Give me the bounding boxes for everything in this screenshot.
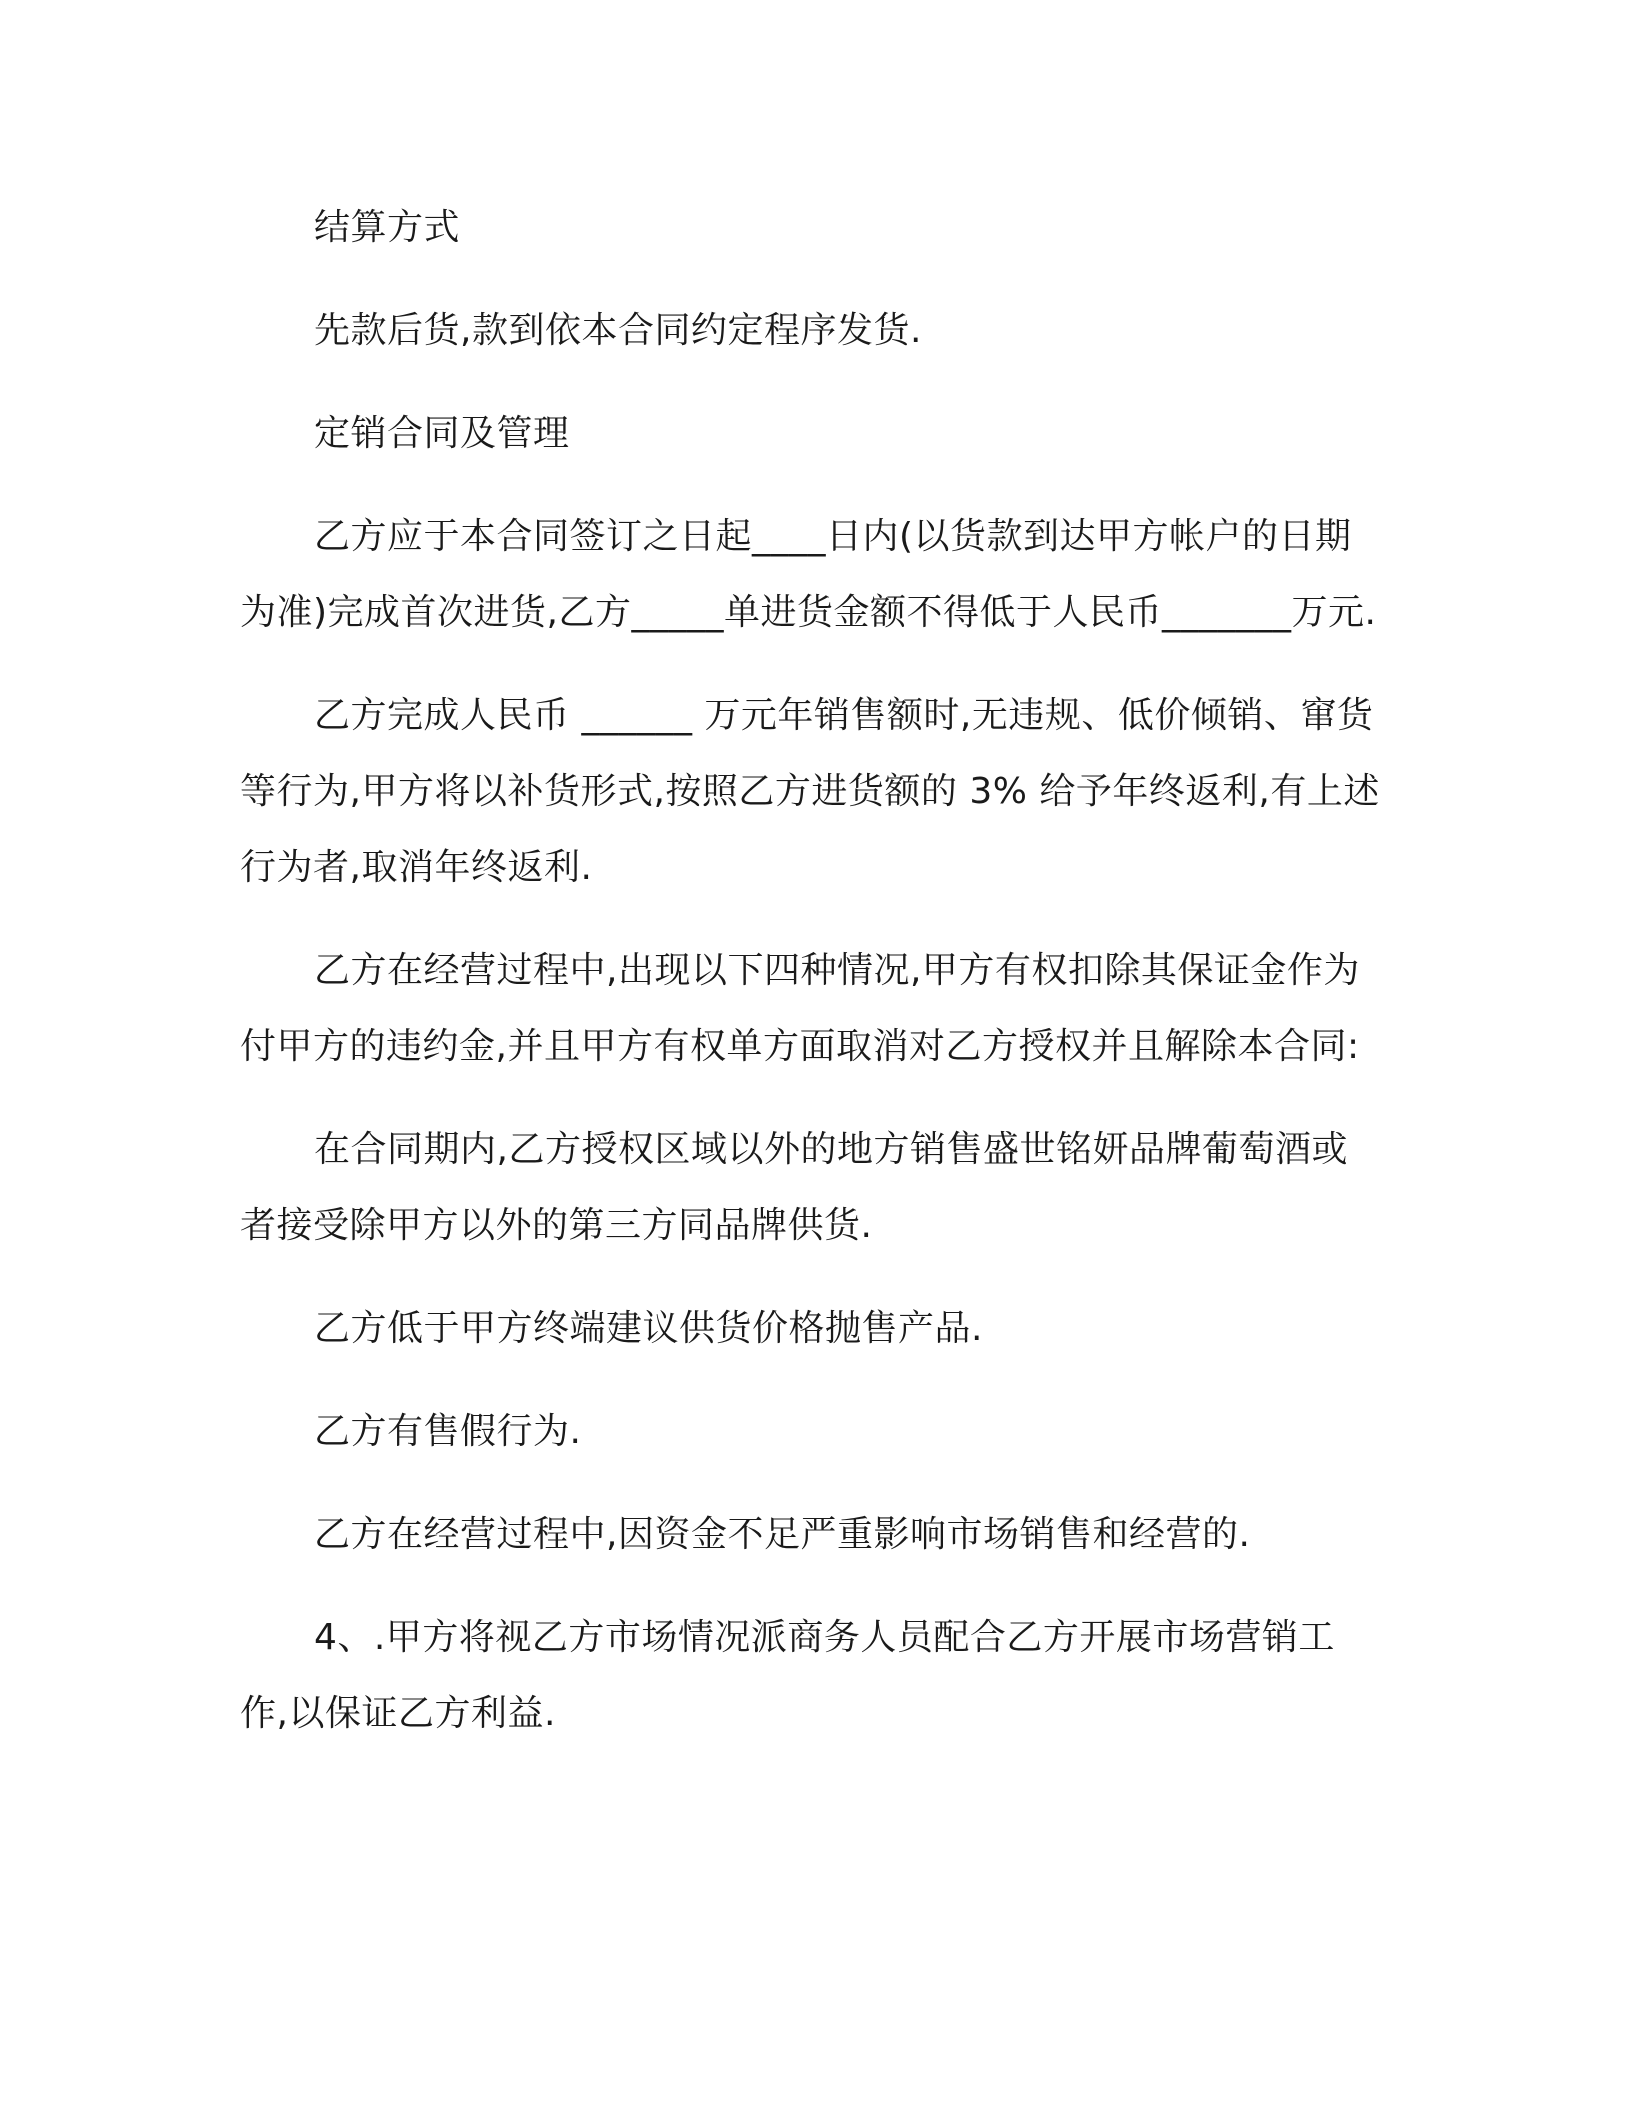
section-heading-contract-management: 定销合同及管理 [314, 413, 570, 454]
paragraph-condition-funding: 乙方在经营过程中,因资金不足严重影响市场销售和经营的. [314, 1514, 1251, 1555]
paragraph-condition-counterfeit: 乙方有售假行为. [314, 1411, 582, 1452]
paragraph-breach-conditions: 乙方在经营过程中,出现以下四种情况,甲方有权扣除其保证金作为付甲方的违约金,并且甲方有权单方面取消对乙方授权并且解除本合同: [240, 950, 1360, 1067]
paragraph-annual-rebate: 乙方完成人民币 ______ 万元年销售额时,无违规、低价倾销、窜货等行为,甲方将以补货形式,按照乙方进货额的 3% 给予年终返利,有上述行为者,取消年终返利. [240, 695, 1380, 888]
paragraph-first-order: 乙方应于本合同签订之日起____日内(以货款到达甲方帐户的日期为准)完成首次进货,乙方_____单进货金额不得低于人民币_______万元. [240, 516, 1377, 633]
paragraph-item-4-support: 4、.甲方将视乙方市场情况派商务人员配合乙方开展市场营销工作,以保证乙方利益. [240, 1617, 1335, 1734]
paragraph-payment-terms: 先款后货,款到依本合同约定程序发货. [314, 310, 922, 351]
paragraph-condition-territory: 在合同期内,乙方授权区域以外的地方销售盛世铭妍品牌葡萄酒或者接受除甲方以外的第三方同品牌供货. [240, 1129, 1348, 1246]
paragraph-condition-pricing: 乙方低于甲方终端建议供货价格抛售产品. [314, 1308, 983, 1349]
document-body [240, 190, 1380, 1779]
section-heading-settlement: 结算方式 [314, 207, 461, 248]
